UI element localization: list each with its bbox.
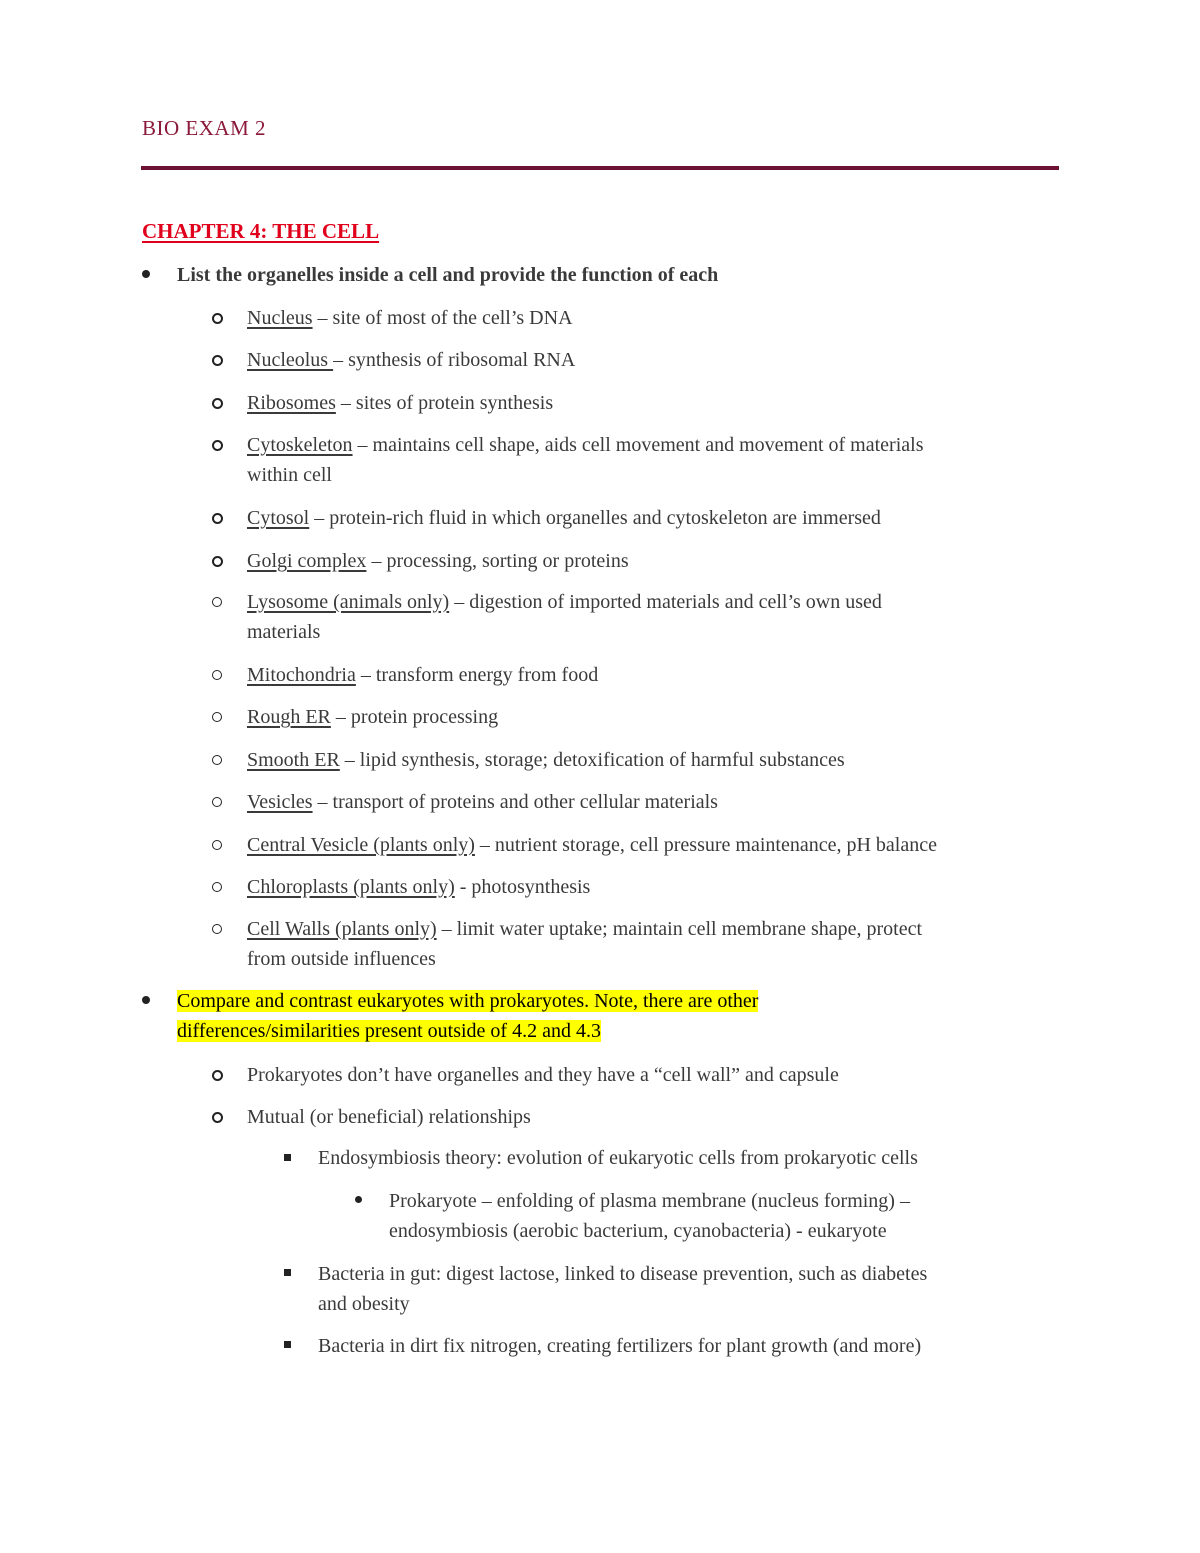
compare-subitem: Bacteria in dirt fix nitrogen, creating fertilizers for plant growth (and more) bbox=[318, 1335, 922, 1357]
ring-bullet-icon bbox=[212, 597, 222, 607]
square-bullet-icon bbox=[284, 1341, 291, 1348]
ring-bullet-icon bbox=[212, 513, 223, 524]
organelle-item: Cytosol – protein-rich fluid in which organelles and cytoskeleton are immersed bbox=[247, 507, 881, 529]
organelle-item: Rough ER – protein processing bbox=[247, 706, 499, 728]
bullet-dot-icon bbox=[142, 270, 150, 278]
compare-subitem: Endosymbiosis theory: evolution of eukaryotic cells from prokaryotic cells bbox=[318, 1147, 918, 1169]
question-organelles: List the organelles inside a cell and provide the function of each bbox=[177, 264, 719, 286]
chapter-heading: CHAPTER 4: THE CELL bbox=[142, 219, 380, 243]
title-divider bbox=[141, 166, 1059, 170]
ring-bullet-icon bbox=[212, 556, 223, 567]
ring-bullet-icon bbox=[212, 712, 222, 722]
organelle-item: Mitochondria – transform energy from food bbox=[247, 664, 599, 686]
ring-bullet-icon bbox=[212, 440, 223, 451]
organelle-item: Central Vesicle (plants only) – nutrient storage, cell pressure maintenance, pH balance bbox=[247, 834, 937, 856]
organelle-item-continuation: within cell bbox=[247, 464, 332, 486]
organelle-item: Cell Walls (plants only) – limit water uptake; maintain cell membrane shape, protect bbox=[247, 918, 923, 940]
ring-bullet-icon bbox=[212, 797, 222, 807]
organelle-item: Ribosomes – sites of protein synthesis bbox=[247, 392, 554, 414]
bullet-dot-icon bbox=[142, 996, 150, 1004]
question-compare-line1: Compare and contrast eukaryotes with prokaryotes. Note, there are other bbox=[177, 990, 759, 1012]
ring-bullet-icon bbox=[212, 882, 222, 892]
organelle-item: Smooth ER – lipid synthesis, storage; detoxification of harmful substances bbox=[247, 749, 845, 771]
ring-bullet-icon bbox=[212, 1070, 223, 1081]
organelle-item: Golgi complex – processing, sorting or proteins bbox=[247, 550, 629, 572]
organelle-item: Nucleolus – synthesis of ribosomal RNA bbox=[247, 349, 576, 371]
compare-subitem: Bacteria in gut: digest lactose, linked to disease prevention, such as diabetes bbox=[318, 1263, 928, 1285]
ring-bullet-icon bbox=[212, 1112, 223, 1123]
square-bullet-icon bbox=[284, 1154, 291, 1161]
organelle-item-continuation: from outside influences bbox=[247, 948, 436, 970]
compare-detail-line1: Prokaryote – enfolding of plasma membrane (nucleus forming) – bbox=[389, 1190, 910, 1212]
compare-item: Mutual (or beneficial) relationships bbox=[247, 1106, 531, 1128]
compare-detail-line2: endosymbiosis (aerobic bacterium, cyanobacteria) - eukaryote bbox=[389, 1220, 887, 1242]
organelle-item: Cytoskeleton – maintains cell shape, aids cell movement and movement of materials bbox=[247, 434, 924, 456]
ring-bullet-icon bbox=[212, 313, 223, 324]
ring-bullet-icon bbox=[212, 670, 222, 680]
ring-bullet-icon bbox=[212, 840, 222, 850]
ring-bullet-icon bbox=[212, 355, 223, 366]
organelle-item: Chloroplasts (plants only) - photosynthesis bbox=[247, 876, 591, 898]
question-compare-line2: differences/similarities present outside of 4.2 and 4.3 bbox=[177, 1020, 601, 1042]
bullet-dot-icon bbox=[355, 1196, 362, 1203]
organelle-item-continuation: materials bbox=[247, 621, 321, 643]
document-title: BIO EXAM 2 bbox=[142, 116, 266, 140]
ring-bullet-icon bbox=[212, 924, 222, 934]
compare-subitem-continuation: and obesity bbox=[318, 1293, 410, 1315]
ring-bullet-icon bbox=[212, 398, 223, 409]
ring-bullet-icon bbox=[212, 755, 222, 765]
square-bullet-icon bbox=[284, 1269, 291, 1276]
organelle-item: Vesicles – transport of proteins and other cellular materials bbox=[247, 791, 718, 813]
compare-item: Prokaryotes don’t have organelles and they have a “cell wall” and capsule bbox=[247, 1064, 839, 1086]
organelle-item: Lysosome (animals only) – digestion of imported materials and cell’s own used bbox=[247, 591, 882, 613]
organelle-item: Nucleus – site of most of the cell’s DNA bbox=[247, 307, 573, 329]
